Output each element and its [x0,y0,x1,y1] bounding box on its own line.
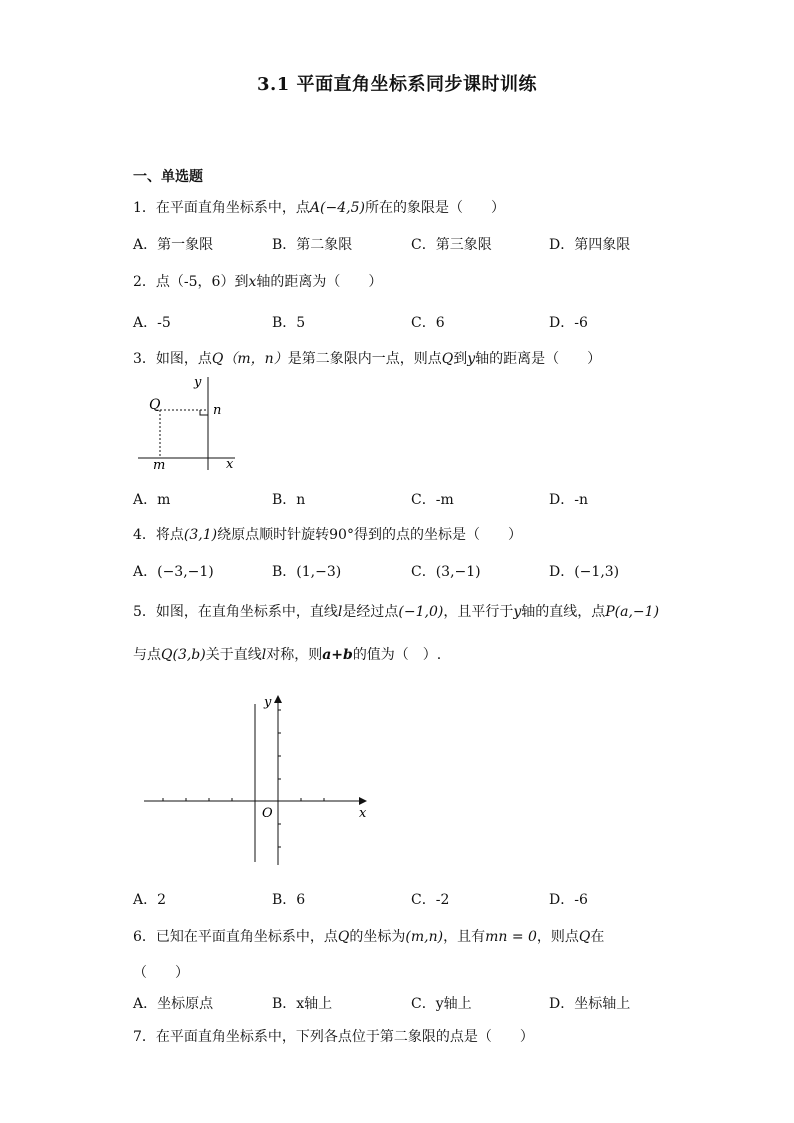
page-title: 3.1 平面直角坐标系同步课时训练 [256,74,538,95]
question-1-options [133,234,693,254]
n-label: n [213,403,222,418]
question-5-line-2: 与点Q(3,b)关于直线l对称，则a+b的值为（ ）. [133,647,442,663]
question-7: 7．在平面直角坐标系中，下列各点位于第二象限的点是（ ） [133,1029,534,1045]
option-a: A．(−3,−1) [133,564,214,580]
question-2: 2．点（-5，6）到x轴的距离为（ ） [133,274,383,290]
option-c: C．(3,−1) [411,564,481,580]
option-d: D．-n [549,492,588,508]
option-c: C．第三象限 [411,237,492,253]
option-c: C．6 [411,315,445,331]
option-a: A．-5 [133,315,171,331]
question-2-options [133,312,693,332]
question-3: 3．如图，点Q（m，n）是第二象限内一点，则点Q到y轴的距离是（ ） [133,351,602,367]
question-4: 4．将点(3,1)绕原点顺时针旋转90°得到的点的坐标是（ ） [133,527,522,543]
option-d: D．-6 [549,315,588,331]
option-b: B．(1,−3) [272,564,342,580]
math-expression: A(−4,5) [309,200,365,216]
question-5-line-1: 5．如图，在直角坐标系中，直线l是经过点(−1,0)，且平行于y轴的直线，点P(a,−1) [133,604,660,620]
x-axis-label: x [226,457,234,472]
question-6-line-2: （ ） [133,965,189,981]
option-c: C．-2 [411,892,450,908]
option-c: C．-m [411,492,454,508]
question-6-line-1: 6．已知在平面直角坐标系中，点Q的坐标为(m,n)，且有mn = 0，则点Q在 [133,929,605,945]
right-angle-mark [200,410,208,415]
option-b: B．第二象限 [272,237,353,253]
option-a: A．第一象限 [133,237,214,253]
question-5-figure [140,690,380,870]
question-6-options [133,993,693,1013]
option-a: A．坐标原点 [133,996,214,1012]
option-b: B．x轴上 [272,996,333,1012]
x-axis-label: x [359,806,367,821]
y-axis-label: y [194,375,202,390]
question-4-options [133,561,693,581]
point-q-label: Q [149,397,161,413]
option-d: D．-6 [549,892,588,908]
option-d: D．(−1,3) [549,564,620,580]
question-3-figure [133,372,243,472]
m-label: m [153,458,166,472]
option-b: B．6 [272,892,306,908]
option-d: D．坐标轴上 [549,996,631,1012]
option-c: C．y轴上 [411,996,472,1012]
option-b: B．n [272,492,306,508]
question-1: 1．在平面直角坐标系中，点A(−4,5)所在的象限是（ ） [133,200,505,216]
origin-label: O [262,806,273,821]
y-axis-label: y [264,695,272,710]
option-a: A．2 [133,892,167,908]
question-5-options [133,889,693,909]
question-3-options [133,489,693,509]
section-heading: 一、单选题 [133,169,203,185]
option-a: A．m [133,492,171,508]
option-d: D．第四象限 [549,237,631,253]
option-b: B．5 [272,315,306,331]
